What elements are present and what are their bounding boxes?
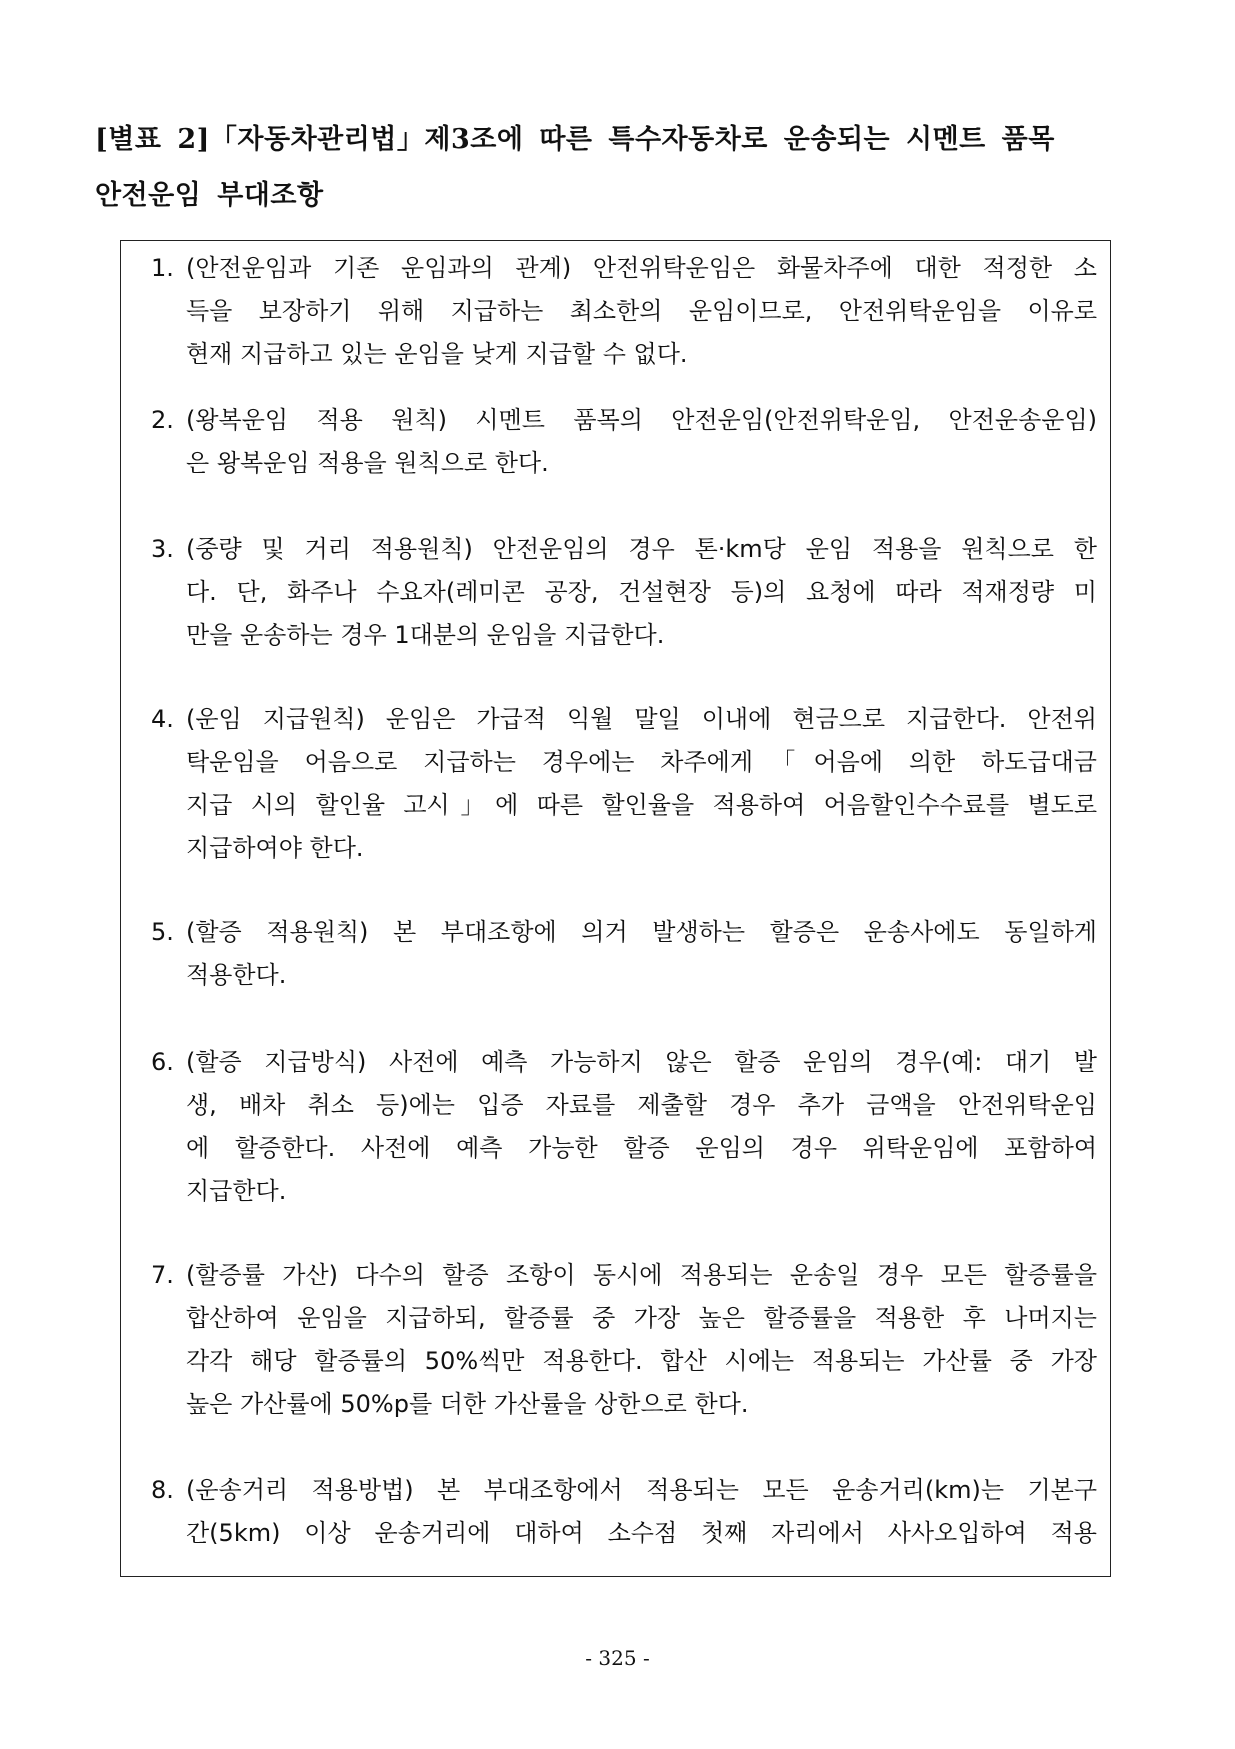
- clause-line: (안전운임과 기존 운임과의 관계) 안전위탁운임은 화물차주에 대한 적정한 소: [186, 254, 1097, 282]
- clause-2: [151, 399, 1097, 485]
- clause-line: 만을 운송하는 경우 1대분의 운임을 지급한다.: [186, 621, 665, 649]
- title-line-2: 안전운임 부대조항: [95, 180, 324, 211]
- clause-number: 1.: [151, 254, 174, 282]
- clause-line: 간(5km) 이상 운송거리에 대하여 소수점 첫째 자리에서 사사오입하여 적용: [186, 1519, 1097, 1547]
- clause-1: [151, 247, 1097, 376]
- clause-3: [151, 528, 1097, 657]
- clause-line: 지급한다.: [186, 1177, 287, 1205]
- clause-line: 합산하여 운임을 지급하되, 할증률 중 가장 높은 할증률을 적용한 후 나머지는: [186, 1304, 1097, 1332]
- clause-line: 은 왕복운임 적용을 원칙으로 한다.: [186, 449, 549, 477]
- clause-line: (할증 지급방식) 사전에 예측 가능하지 않은 할증 운임의 경우(예: 대기 발: [186, 1048, 1097, 1076]
- clause-4: [151, 698, 1097, 870]
- clause-line: (운송거리 적용방법) 본 부대조항에서 적용되는 모든 운송거리(km)는 기본구: [186, 1476, 1097, 1504]
- clause-8: [151, 1469, 1097, 1555]
- clause-number: 6.: [151, 1048, 174, 1076]
- clause-line: 현재 지급하고 있는 운임을 낮게 지급할 수 없다.: [186, 340, 688, 368]
- clause-6: [151, 1041, 1097, 1213]
- page-number: - 325 -: [585, 1646, 650, 1670]
- clause-line: (왕복운임 적용 원칙) 시멘트 품목의 안전운임(안전위탁운임, 안전운송운임): [186, 406, 1097, 434]
- clause-line: 득을 보장하기 위해 지급하는 최소한의 운임이므로, 안전위탁운임을 이유로: [186, 297, 1097, 325]
- clause-number: 7.: [151, 1261, 174, 1289]
- clause-line: 높은 가산률에 50%p를 더한 가산률을 상한으로 한다.: [186, 1390, 749, 1418]
- clause-line: (중량 및 거리 적용원칙) 안전운임의 경우 톤·km당 운임 적용을 원칙으로 한: [186, 535, 1097, 563]
- clause-line: (할증률 가산) 다수의 할증 조항이 동시에 적용되는 운송일 경우 모든 할증률을: [186, 1261, 1097, 1289]
- clause-line: 적용한다.: [186, 961, 287, 989]
- clause-line: (할증 적용원칙) 본 부대조항에 의거 발생하는 할증은 운송사에도 동일하게: [186, 918, 1097, 946]
- clause-5: [151, 911, 1097, 997]
- clause-box: [120, 240, 1111, 1577]
- clause-line: 생, 배차 취소 등)에는 입증 자료를 제출할 경우 추가 금액을 안전위탁운임: [186, 1091, 1097, 1119]
- clause-line: 에 할증한다. 사전에 예측 가능한 할증 운임의 경우 위탁운임에 포함하여: [186, 1134, 1097, 1162]
- clause-number: 8.: [151, 1476, 174, 1504]
- page-title: [95, 112, 1105, 224]
- clause-number: 4.: [151, 705, 174, 733]
- clause-number: 5.: [151, 918, 174, 946]
- clause-line: 지급하여야 한다.: [186, 834, 364, 862]
- clause-number: 3.: [151, 535, 174, 563]
- clause-number: 2.: [151, 406, 174, 434]
- clause-line: (운임 지급원칙) 운임은 가급적 익월 말일 이내에 현금으로 지급한다. 안전위: [186, 705, 1097, 733]
- clause-line: 다. 단, 화주나 수요자(레미콘 공장, 건설현장 등)의 요청에 따라 적재정량 미: [186, 578, 1097, 606]
- title-line-1: [별표 2]「자동차관리법」제3조에 따른 특수자동차로 운송되는 시멘트 품목: [95, 124, 1055, 155]
- clause-line: 각각 해당 할증률의 50%씩만 적용한다. 합산 시에는 적용되는 가산률 중 가장: [186, 1347, 1097, 1375]
- clause-line: 지급 시의 할인율 고시」에 따른 할인율을 적용하여 어음할인수수료를 별도로: [186, 791, 1097, 819]
- clause-line: 탁운임을 어음으로 지급하는 경우에는 차주에게「어음에 의한 하도급대금: [186, 748, 1097, 776]
- clause-7: [151, 1254, 1097, 1426]
